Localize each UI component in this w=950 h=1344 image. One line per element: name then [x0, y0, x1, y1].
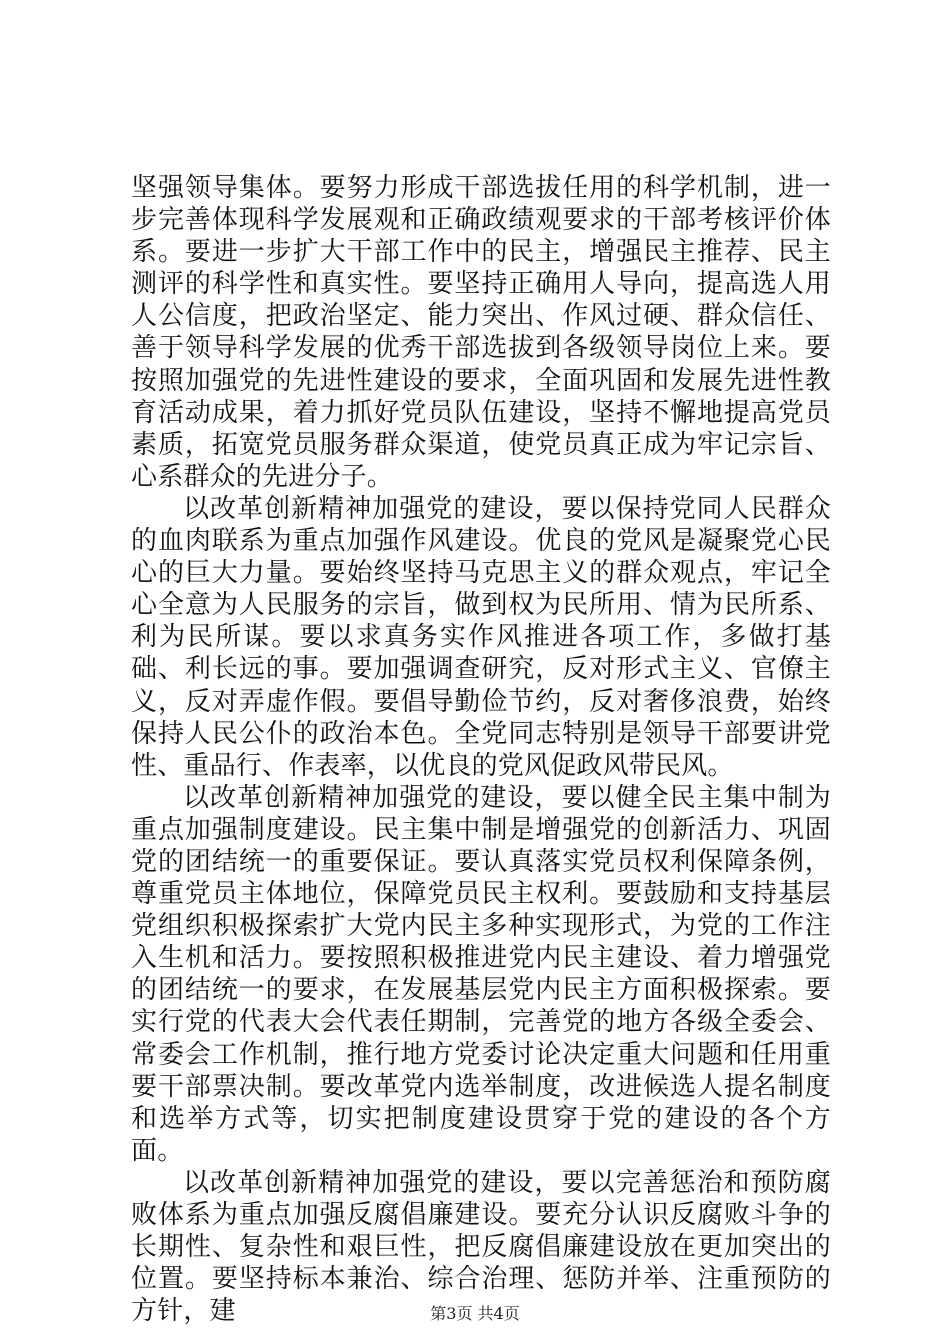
page-number-footer: 第3页 共4页: [430, 1304, 520, 1323]
paragraph-anti-corruption: 以改革创新精神加强党的建设，要以完善惩治和预防腐败体系为重点加强反腐倡廉建设。要充分认识反腐败斗争的长期性、复杂性和艰巨性，把反腐倡廉建设放在更加突出的位置。要坚持标本兼治、综合治理、惩防并举、注重预防的方针，建: [131, 1167, 831, 1327]
paragraph-work-style: 以改革创新精神加强党的建设，要以保持党同人民群众的血肉联系为重点加强作风建设。优良的党风是凝聚党心民心的巨大力量。要始终坚持马克思主义的群众观点，牢记全心全意为人民服务的宗旨，做到权为民所用、情为民所系、利为民所谋。要以求真务实作风推进各项工作，多做打基础、利长远的事。要加强调查研究，反对形式主义、官僚主义，反对弄虚作假。要倡导勤俭节约，反对奢侈浪费，始终保持人民公仆的政治本色。全党同志特别是领导干部要讲党性、重品行、作表率，以优良的党风促政风带民风。: [131, 493, 831, 781]
paragraph-democratic-centralism: 以改革创新精神加强党的建设，要以健全民主集中制为重点加强制度建设。民主集中制是增强党的创新活力、巩固党的团结统一的重要保证。要认真落实党员权利保障条例，尊重党员主体地位，保障党员民主权利。要鼓励和支持基层党组织积极探索扩大党内民主多种实现形式，为党的工作注入生机和活力。要按照积极推进党内民主建设、着力增强党的团结统一的要求，在发展基层党内民主方面积极探索。要实行党的代表大会代表任期制，完善党的地方各级全委会、常委会工作机制，推行地方党委讨论决定重大问题和任用重要干部票决制。要改革党内选举制度，改进候选人提名制度和选举方式等，切实把制度建设贯穿于党的建设的各个方面。: [131, 782, 831, 1166]
paragraph-continuation: 坚强领导集体。要努力形成干部选拔任用的科学机制，进一步完善体现科学发展观和正确政绩观要求的干部考核评价体系。要进一步扩大干部工作中的民主，增强民主推荐、民主测评的科学性和真实性。要坚持正确用人导向，提高选人用人公信度，把政治坚定、能力突出、作风过硬、群众信任、善于领导科学发展的优秀干部选拔到各级领导岗位上来。要按照加强党的先进性建设的要求，全面巩固和发展先进性教育活动成果，着力抓好党员队伍建设，坚持不懈地提高党员素质，拓宽党员服务群众渠道，使党员真正成为牢记宗旨、心系群众的先进分子。: [131, 173, 831, 492]
document-body: [131, 172, 831, 1327]
